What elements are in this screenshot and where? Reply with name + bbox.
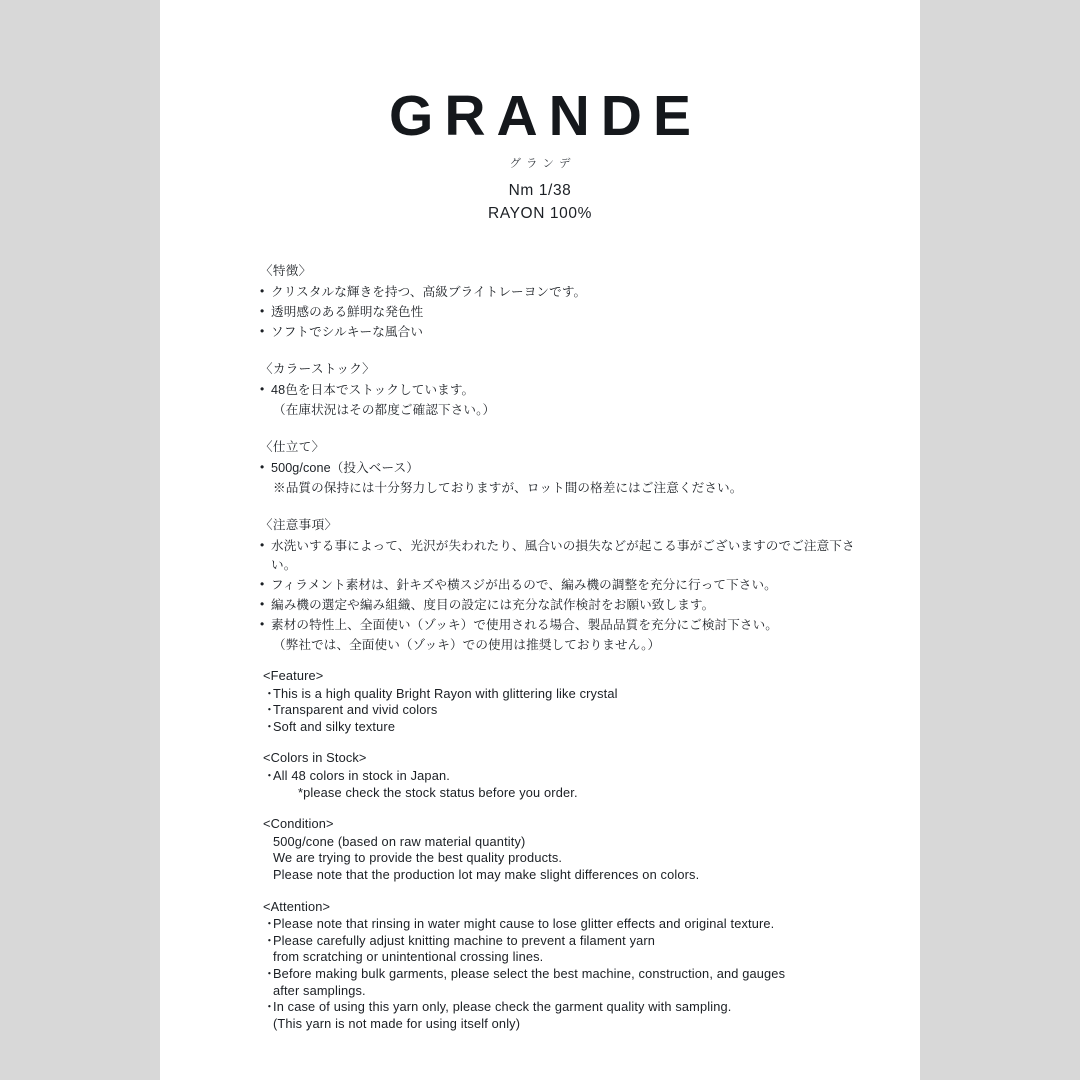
jp-feature-item-text: クリスタルな輝きを持つ、高級ブライトレーヨンです。 <box>271 285 587 299</box>
en-colors-heading: <Colors in Stock> <box>263 750 367 766</box>
en-attention-item-text: In case of using this yarn only, please check the garment quality with sampling. <box>273 999 732 1015</box>
bullet-dot-icon: • <box>260 577 265 591</box>
en-colors-item-text: All 48 colors in stock in Japan. <box>273 767 450 783</box>
en-attention-continuation: from scratching or unintentional crossing lines. <box>273 949 544 965</box>
jp-feature-item-text: 透明感のある鮮明な発色性 <box>271 305 424 319</box>
jp-attention-item <box>260 616 870 635</box>
jp-attention-note: （弊社では、全面使い（ゾッキ）での使用は推奨しておりません。） <box>273 638 661 652</box>
en-attention-item <box>263 933 903 950</box>
en-attention-item-text: Before making bulk garments, please select the best machine, construction, and gauges <box>273 965 786 981</box>
jp-colorstock-heading: 〈カラーストック〉 <box>260 362 376 376</box>
bullet-dot-icon: ・ <box>263 965 276 981</box>
en-condition-section <box>263 816 903 883</box>
jp-condition-item <box>260 459 870 478</box>
jp-colorstock-section <box>260 360 870 420</box>
jp-feature-section <box>260 262 870 342</box>
bullet-dot-icon: ・ <box>263 718 276 734</box>
jp-feature-item <box>260 323 870 342</box>
yarn-count: Nm 1/38 <box>508 182 572 199</box>
bullet-dot-icon: ・ <box>263 685 276 701</box>
spec-sheet <box>160 0 920 1080</box>
en-attention-item-text: Please carefully adjust knitting machine to prevent a filament yarn <box>273 932 656 948</box>
jp-colorstock-item-text: 48色を日本でストックしています。 <box>271 383 475 397</box>
en-feature-item-text: Soft and silky texture <box>273 718 396 734</box>
jp-attention-item-text: フィラメント素材は、針キズや横スジが出るので、編み機の調整を充分に行って下さい。 <box>271 578 777 592</box>
jp-feature-item-text: ソフトでシルキーな風合い <box>271 325 424 339</box>
jp-attention-item-text: 水洗いする事によって、光沢が失われたり、風合いの損失などが起こる事がございますのでご注意下さい。 <box>271 539 855 572</box>
bullet-dot-icon: • <box>260 304 265 318</box>
jp-feature-item <box>260 283 870 302</box>
jp-attention-heading: 〈注意事項〉 <box>260 518 338 532</box>
en-attention-item <box>263 999 903 1016</box>
en-attention-continuation: after samplings. <box>273 982 366 998</box>
jp-condition-note: ※品質の保持には十分努力しておりますが、ロット間の格差にはご注意ください。 <box>273 481 743 495</box>
jp-colorstock-item <box>260 381 870 400</box>
bullet-dot-icon: • <box>260 382 265 396</box>
en-attention-continuation: (This yarn is not made for using itself only) <box>273 1015 521 1031</box>
document-page <box>160 0 920 1080</box>
en-feature-item <box>263 702 903 719</box>
jp-feature-item <box>260 303 870 322</box>
brand-title: GRANDE <box>388 84 702 148</box>
en-colors-item <box>263 768 903 785</box>
japanese-section <box>260 262 870 673</box>
bullet-dot-icon: • <box>260 597 265 611</box>
en-feature-item <box>263 686 903 703</box>
jp-attention-item <box>260 537 870 575</box>
jp-condition-heading: 〈仕立て〉 <box>260 440 325 454</box>
jp-attention-item <box>260 596 870 615</box>
jp-attention-section <box>260 516 870 655</box>
jp-attention-item <box>260 576 870 595</box>
en-colors-note: *please check the stock status before you order. <box>298 784 578 800</box>
english-section <box>263 668 903 1047</box>
bullet-dot-icon: • <box>260 284 265 298</box>
jp-attention-item-text: 編み機の選定や編み組織、度目の設定には充分な試作検討をお願い致します。 <box>271 598 715 612</box>
bullet-dot-icon: • <box>260 538 265 552</box>
bullet-dot-icon: ・ <box>263 767 276 783</box>
en-feature-item <box>263 719 903 736</box>
jp-attention-item-text: 素材の特性上、全面使い（ゾッキ）で使用される場合、製品品質を充分にご検討下さい。 <box>271 618 778 632</box>
brand-kana: グランデ <box>509 158 576 170</box>
en-condition-line: Please note that the production lot may make slight differences on colors. <box>273 866 700 882</box>
bullet-dot-icon: ・ <box>263 702 276 718</box>
jp-condition-section <box>260 438 870 498</box>
en-attention-item-text: Please note that rinsing in water might cause to lose glitter effects and original texture. <box>273 916 775 932</box>
en-condition-line: 500g/cone (based on raw material quantity) <box>273 833 526 849</box>
composition: RAYON 100% <box>488 205 592 222</box>
en-attention-item <box>263 966 903 983</box>
en-feature-heading: <Feature> <box>263 668 324 683</box>
en-feature-item-text: Transparent and vivid colors <box>273 702 438 718</box>
en-colors-section <box>263 750 903 801</box>
en-feature-item-text: This is a high quality Bright Rayon with glittering like crystal <box>273 685 618 701</box>
bullet-dot-icon: ・ <box>263 916 276 932</box>
en-attention-item <box>263 916 903 933</box>
jp-colorstock-note: （在庫状況はその都度ご確認下さい。） <box>273 403 496 417</box>
en-condition-line: We are trying to provide the best quality products. <box>273 850 563 866</box>
en-attention-section <box>263 899 903 1033</box>
bullet-dot-icon: • <box>260 617 265 631</box>
bullet-dot-icon: • <box>260 324 265 338</box>
en-feature-section <box>263 668 903 735</box>
jp-feature-heading: 〈特徴〉 <box>260 264 312 278</box>
bullet-dot-icon: • <box>260 460 265 474</box>
en-attention-heading: <Attention> <box>263 898 331 914</box>
en-condition-heading: <Condition> <box>263 816 334 832</box>
bullet-dot-icon: ・ <box>263 999 276 1015</box>
bullet-dot-icon: ・ <box>263 932 276 948</box>
jp-condition-item-text: 500g/cone（投入ベース） <box>271 461 419 475</box>
